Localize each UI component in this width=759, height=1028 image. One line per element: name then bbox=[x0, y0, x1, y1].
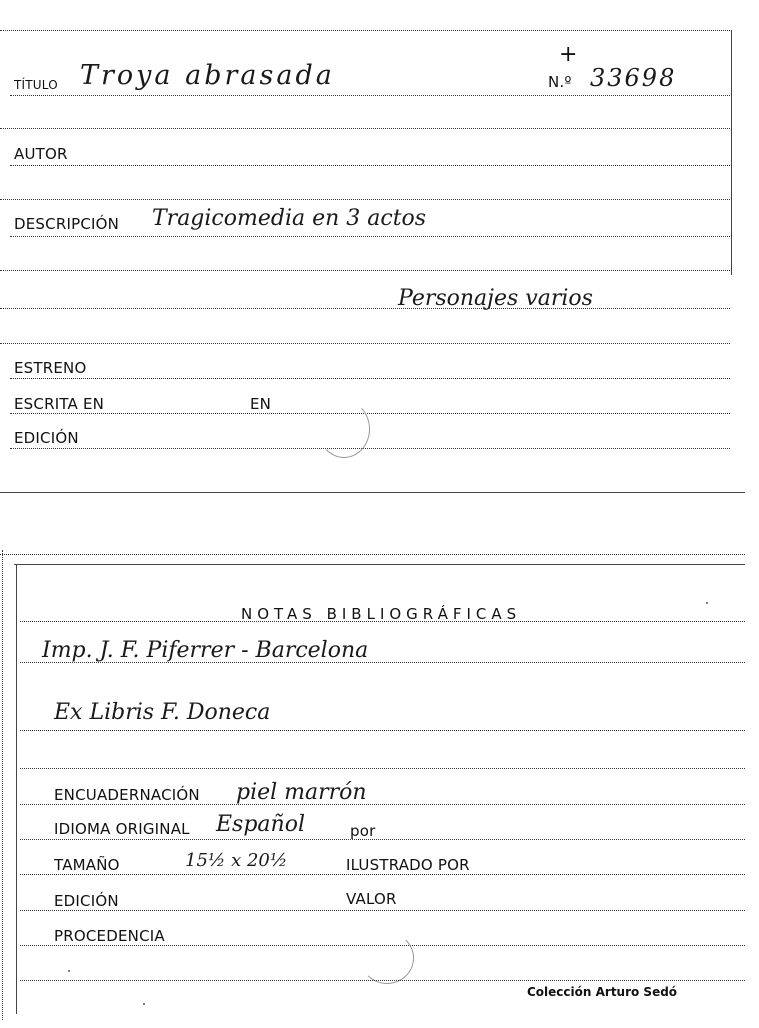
card-bottom-edge bbox=[0, 492, 745, 493]
titulo-value: Troya abrasada bbox=[80, 60, 335, 91]
card-right-border bbox=[731, 30, 732, 275]
tamano-label: TAMAÑO bbox=[54, 856, 120, 874]
speck bbox=[68, 970, 70, 972]
inner-top-border bbox=[14, 564, 745, 565]
procedencia-label: PROCEDENCIA bbox=[54, 927, 165, 945]
rule-line bbox=[0, 128, 730, 129]
encuadernacion-label: ENCUADERNACIÓN bbox=[54, 786, 200, 804]
tamano-value: 15½ x 20½ bbox=[185, 850, 288, 871]
note-line-rule bbox=[20, 662, 745, 663]
tamano-line bbox=[20, 874, 745, 875]
valor-label: VALOR bbox=[346, 890, 397, 908]
estreno-label: ESTRENO bbox=[14, 359, 87, 377]
rule-line bbox=[20, 768, 745, 769]
encuadernacion-value: piel marrón bbox=[236, 780, 367, 805]
edicion-line bbox=[20, 910, 745, 911]
note-line-1: Imp. J. F. Piferrer - Barcelona bbox=[42, 638, 369, 663]
card-top-border bbox=[0, 30, 732, 31]
idioma-line bbox=[20, 839, 745, 840]
card-left-border bbox=[16, 564, 17, 1014]
autor-label: AUTOR bbox=[14, 145, 68, 163]
en-label: EN bbox=[250, 395, 272, 413]
descripcion-line bbox=[10, 236, 730, 237]
stain-mark bbox=[318, 400, 370, 458]
collection-footer: Colección Arturo Sedó bbox=[527, 985, 678, 999]
rule-line bbox=[20, 980, 745, 981]
idioma-label: IDIOMA ORIGINAL bbox=[54, 820, 190, 838]
autor-line bbox=[10, 165, 730, 166]
outer-left-edge bbox=[2, 550, 3, 1020]
rule-line bbox=[0, 270, 730, 271]
descripcion-label: DESCRIPCIÓN bbox=[14, 215, 120, 233]
note-line-rule bbox=[20, 730, 745, 731]
catalog-card-bottom bbox=[0, 540, 759, 1028]
descripcion-value: Tragicomedia en 3 actos bbox=[152, 206, 427, 231]
speck bbox=[706, 602, 708, 604]
estreno-line bbox=[10, 378, 730, 379]
stain-mark bbox=[360, 932, 414, 984]
catalog-card-top bbox=[0, 0, 759, 495]
numero-value: 33698 bbox=[590, 64, 677, 92]
edicion-line bbox=[10, 448, 730, 449]
titulo-label: TÍTULO bbox=[14, 78, 58, 92]
titulo-line bbox=[10, 95, 730, 96]
rule-line bbox=[0, 199, 730, 200]
por-label: por bbox=[350, 822, 376, 840]
edicion-label: EDICIÓN bbox=[54, 892, 119, 910]
numero-label: N.º bbox=[548, 73, 572, 91]
encuadernacion-line bbox=[20, 804, 745, 805]
idioma-value: Español bbox=[216, 812, 305, 837]
edicion-label: EDICIÓN bbox=[14, 429, 79, 447]
notas-heading: NOTAS BIBLIOGRÁFICAS bbox=[241, 605, 522, 623]
escrita-line bbox=[10, 413, 730, 414]
heading-line bbox=[20, 621, 745, 622]
rule-line bbox=[0, 308, 730, 309]
rule-line bbox=[0, 343, 730, 344]
speck bbox=[143, 1003, 145, 1005]
ilustrado-label: ILUSTRADO POR bbox=[346, 856, 470, 874]
note-line-2: Ex Libris F. Doneca bbox=[54, 700, 271, 725]
cross-mark: + bbox=[559, 42, 578, 67]
card-top-border bbox=[0, 554, 745, 555]
personajes-value: Personajes varios bbox=[398, 286, 593, 311]
escrita-en-label: ESCRITA EN bbox=[14, 395, 105, 413]
